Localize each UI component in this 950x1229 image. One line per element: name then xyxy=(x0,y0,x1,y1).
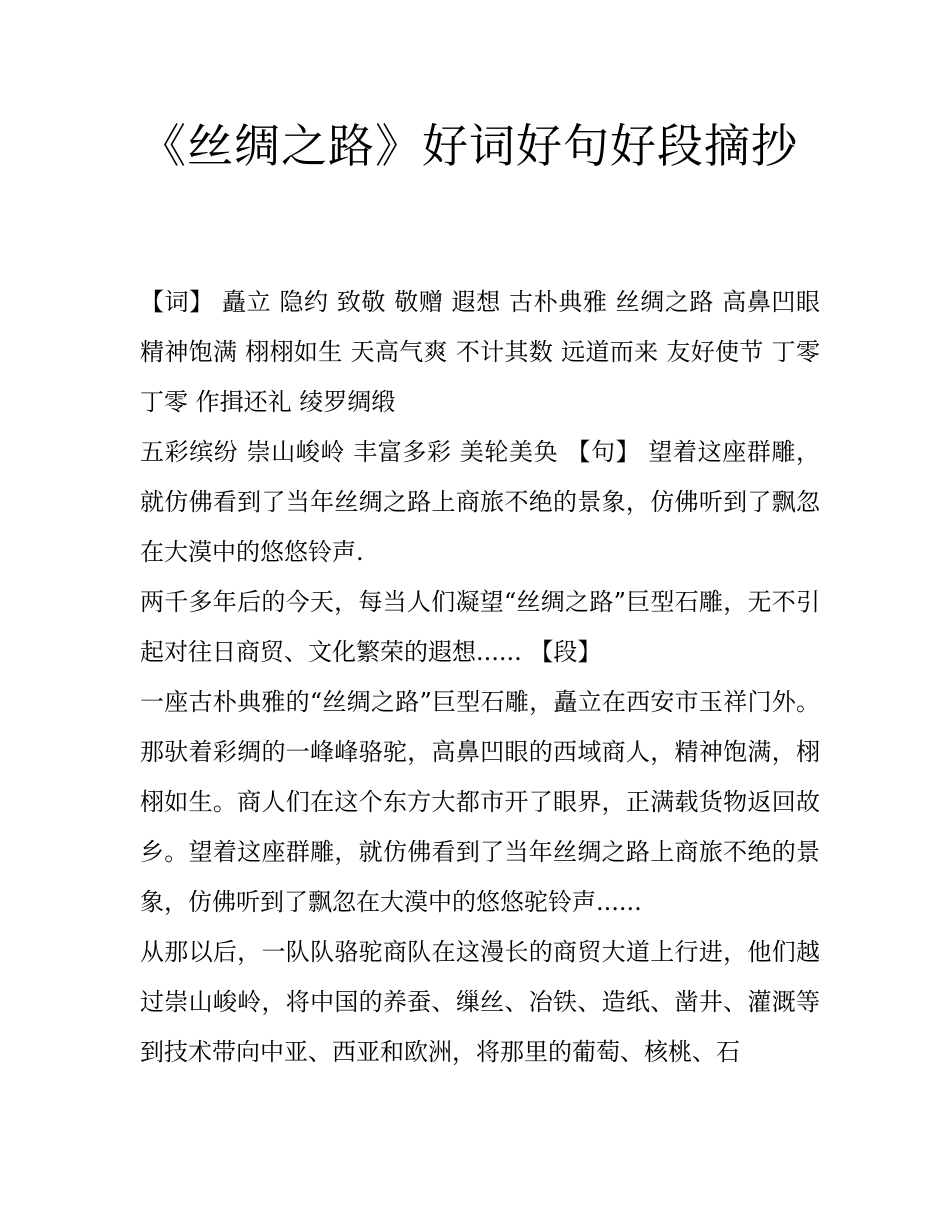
document-body xyxy=(140,277,820,1077)
paragraph-section-2: 从那以后，一队队骆驼商队在这漫长的商贸大道上行进，他们越过崇山峻岭，将中国的养蚕、缫丝、冶铁、造纸、凿井、灌溉等到技术带向中亚、西亚和欧洲，将那里的葡萄、核桃、石 xyxy=(140,938,820,1066)
paragraph-sentences: 五彩缤纷 崇山峻岭 丰富多彩 美轮美奂 【句】 望着这座群雕，就仿佛看到了当年丝绸之路上商旅不绝的景象，仿佛听到了飘忽在大漠中的悠悠铃声. xyxy=(140,438,820,566)
document-title: 《丝绸之路》好词好句好段摘抄 xyxy=(140,119,798,173)
paragraph-sentences-continued: 两千多年后的今天，每当人们凝望“丝绸之路”巨型石雕，无不引起对往日商贸、文化繁荣的遐想...... 【段】 xyxy=(140,588,820,666)
paragraph-words: 【词】 矗立 隐约 致敬 敬赠 遐想 古朴典雅 丝绸之路 高鼻凹眼 精神饱满 栩栩如生 天高气爽 不计其数 远道而来 友好使节 丁零丁零 作揖还礼 绫罗绸缎 xyxy=(140,288,820,416)
paragraph-section-1: 一座古朴典雅的“丝绸之路”巨型石雕，矗立在西安市玉祥门外。那驮着彩绸的一峰峰骆驼，高鼻凹眼的西域商人，精神饱满，栩栩如生。商人们在这个东方大都市开了眼界，正满载货物返回故乡。望着这座群雕，就仿佛看到了当年丝绸之路上商旅不绝的景象，仿佛听到了飘忽在大漠中的悠悠驼铃声...... xyxy=(140,688,820,916)
